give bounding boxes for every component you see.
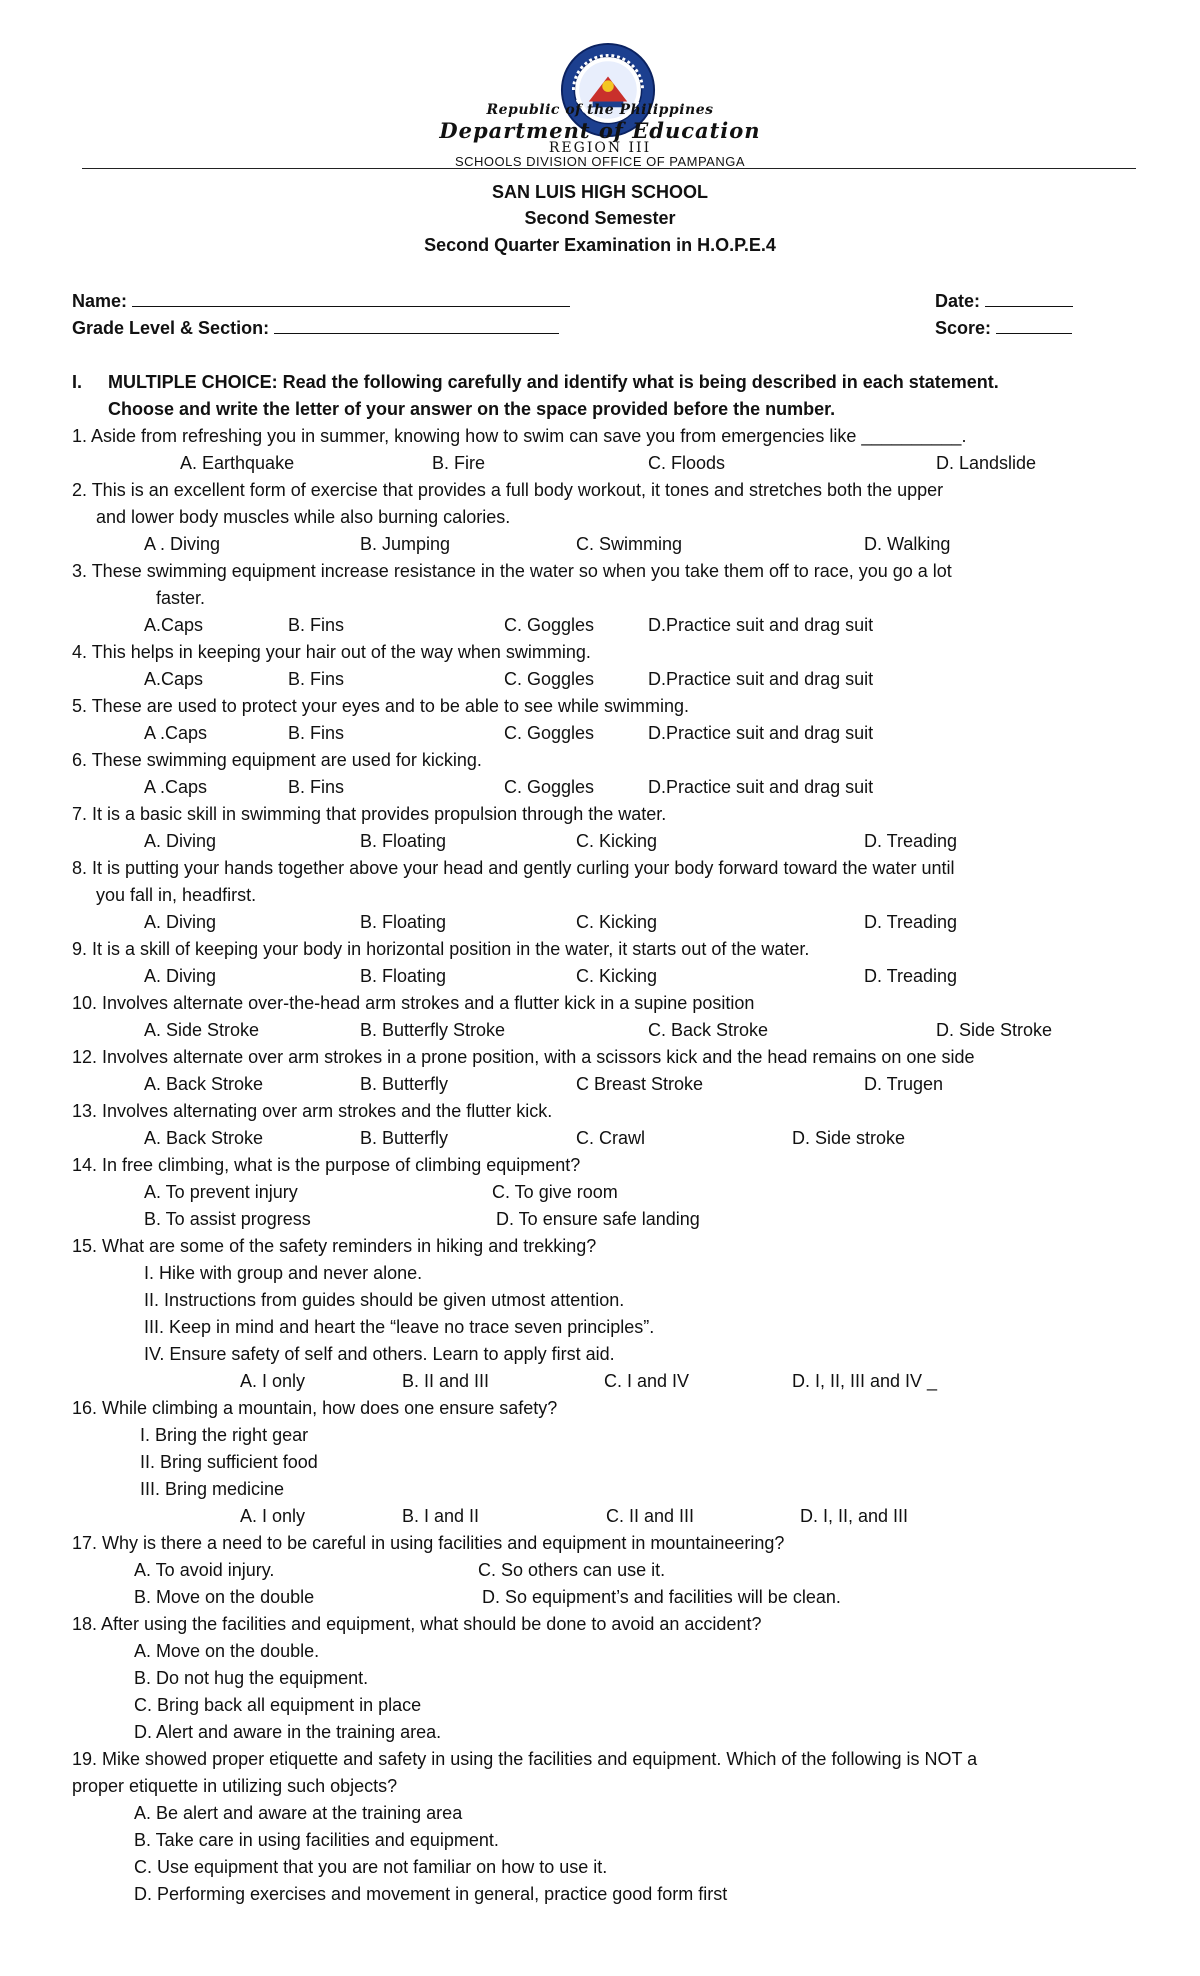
question-19: 19. Mike showed proper etiquette and safety in using the facilities and equipment. Which of the following is NOT a	[72, 1749, 978, 1769]
grade-section-field[interactable]	[72, 317, 559, 339]
q8-option-b: B. Floating	[360, 912, 447, 932]
question-4: 4. This helps in keeping your hair out of the way when swimming.	[72, 642, 591, 662]
q7-option-c: C. Kicking	[576, 831, 658, 851]
school-name: SAN LUIS HIGH SCHOOL	[491, 182, 708, 202]
q2-option-b: B. Jumping	[360, 534, 451, 554]
section-instructions-cont: Choose and write the letter of your answer on the space provided before the number.	[108, 399, 836, 419]
q15-option-b: B. II and III	[402, 1371, 490, 1391]
letterhead-divider	[82, 168, 1136, 169]
question-13: 13. Involves alternating over arm strokes and the flutter kick.	[72, 1101, 553, 1121]
name-field[interactable]	[72, 290, 570, 312]
q1-option-c: C. Floods	[648, 453, 726, 473]
question-8-cont: you fall in, headfirst.	[96, 885, 257, 905]
q2-option-c: C. Swimming	[576, 534, 683, 554]
letterhead-region: REGION III	[548, 140, 652, 156]
question-1: 1. Aside from refreshing you in summer, knowing how to swim can save you from emergencies like __________.	[72, 426, 967, 446]
q7-option-b: B. Floating	[360, 831, 447, 851]
q6-option-b: B. Fins	[288, 777, 345, 797]
q19-option-d: D. Performing exercises and movement in general, practice good form first	[134, 1884, 728, 1904]
score-label: Score:	[935, 318, 992, 338]
question-17: 17. Why is there a need to be careful in using facilities and equipment in mountaineering?	[72, 1533, 785, 1553]
q9-option-c: C. Kicking	[576, 966, 658, 986]
section-instructions: MULTIPLE CHOICE: Read the following carefully and identify what is being described in each statement.	[108, 372, 999, 392]
q5-option-d: D.Practice suit and drag suit	[648, 723, 874, 743]
q19-option-c: C. Use equipment that you are not familiar on how to use it.	[134, 1857, 608, 1877]
name-blank[interactable]	[132, 290, 570, 307]
question-2: 2. This is an excellent form of exercise that provides a full body workout, it tones and stretches both the upper	[72, 480, 944, 500]
q3-option-d: D.Practice suit and drag suit	[648, 615, 874, 635]
question-3-cont: faster.	[156, 588, 206, 608]
q6-option-c: C. Goggles	[504, 777, 595, 797]
q18-option-a: A. Move on the double.	[134, 1641, 320, 1661]
q18-option-b: B. Do not hug the equipment.	[134, 1668, 369, 1688]
q3-option-c: C. Goggles	[504, 615, 595, 635]
q13-option-b: B. Butterfly	[360, 1128, 449, 1148]
date-label: Date:	[935, 291, 981, 311]
question-7: 7. It is a basic skill in swimming that provides propulsion through the water.	[72, 804, 667, 824]
q1-option-a: A. Earthquake	[180, 453, 295, 473]
q3-option-a: A.Caps	[144, 615, 204, 635]
q8-option-d: D. Treading	[864, 912, 958, 932]
q12-option-a: A. Back Stroke	[144, 1074, 264, 1094]
grade-section-label: Grade Level & Section:	[72, 318, 270, 338]
q7-option-d: D. Treading	[864, 831, 958, 851]
q6-option-a: A .Caps	[144, 777, 208, 797]
q8-option-a: A. Diving	[144, 912, 217, 932]
q2-option-a: A . Diving	[144, 534, 221, 554]
q13-option-a: A. Back Stroke	[144, 1128, 264, 1148]
q5-option-b: B. Fins	[288, 723, 345, 743]
q13-option-c: C. Crawl	[576, 1128, 646, 1148]
q16-item-2: II. Bring sufficient food	[140, 1452, 318, 1472]
q17-option-d: D. So equipment’s and facilities will be clean.	[482, 1587, 841, 1607]
semester: Second Semester	[524, 208, 676, 228]
q16-item-3: III. Bring medicine	[140, 1479, 285, 1499]
q9-option-a: A. Diving	[144, 966, 217, 986]
q12-option-b: B. Butterfly	[360, 1074, 449, 1094]
q15-item-4: IV. Ensure safety of self and others. Learn to apply first aid.	[144, 1344, 615, 1364]
q19-option-a: A. Be alert and aware at the training area	[134, 1803, 463, 1823]
q5-option-a: A .Caps	[144, 723, 208, 743]
question-2-cont: and lower body muscles while also burning calories.	[96, 507, 511, 527]
q3-option-b: B. Fins	[288, 615, 345, 635]
q12-option-d: D. Trugen	[864, 1074, 944, 1094]
score-blank[interactable]	[996, 317, 1072, 334]
q1-option-d: D. Landslide	[936, 453, 1037, 473]
q9-option-b: B. Floating	[360, 966, 447, 986]
q1-option-b: B. Fire	[432, 453, 486, 473]
q7-option-a: A. Diving	[144, 831, 217, 851]
q9-option-d: D. Treading	[864, 966, 958, 986]
q10-option-d: D. Side Stroke	[936, 1020, 1053, 1040]
date-field[interactable]	[935, 290, 1073, 312]
q10-option-c: C. Back Stroke	[648, 1020, 769, 1040]
q10-option-b: B. Butterfly Stroke	[360, 1020, 506, 1040]
q6-option-d: D.Practice suit and drag suit	[648, 777, 874, 797]
question-10: 10. Involves alternate over-the-head arm strokes and a flutter kick in a supine position	[72, 993, 755, 1013]
question-5: 5. These are used to protect your eyes and to be able to see while swimming.	[72, 696, 690, 716]
q10-option-a: A. Side Stroke	[144, 1020, 260, 1040]
q2-option-d: D. Walking	[864, 534, 951, 554]
q14-option-b: B. To assist progress	[144, 1209, 311, 1229]
q16-option-c: C. II and III	[606, 1506, 695, 1526]
q4-option-a: A.Caps	[144, 669, 204, 689]
q16-item-1: I. Bring the right gear	[140, 1425, 309, 1445]
question-16: 16. While climbing a mountain, how does one ensure safety?	[72, 1398, 558, 1418]
question-12: 12. Involves alternate over arm strokes in a prone position, with a scissors kick and the head remains on one side	[72, 1047, 975, 1067]
question-15: 15. What are some of the safety reminders in hiking and trekking?	[72, 1236, 597, 1256]
question-8: 8. It is putting your hands together above your head and gently curling your body forward toward the water until	[72, 858, 955, 878]
question-9: 9. It is a skill of keeping your body in horizontal position in the water, it starts out of the water.	[72, 939, 810, 959]
q17-option-a: A. To avoid injury.	[134, 1560, 275, 1580]
question-19-cont: proper etiquette in utilizing such objects?	[72, 1776, 398, 1796]
q16-option-a: A. I only	[240, 1506, 306, 1526]
q15-option-c: C. I and IV	[604, 1371, 690, 1391]
q13-option-d: D. Side stroke	[792, 1128, 906, 1148]
q17-option-c: C. So others can use it.	[478, 1560, 666, 1580]
exam-title: Second Quarter Examination in H.O.P.E.4	[424, 235, 776, 255]
q16-option-d: D. I, II, and III	[800, 1506, 909, 1526]
q14-option-a: A. To prevent injury	[144, 1182, 298, 1202]
q8-option-c: C. Kicking	[576, 912, 658, 932]
q5-option-c: C. Goggles	[504, 723, 595, 743]
score-field[interactable]	[935, 317, 1072, 339]
question-18: 18. After using the facilities and equipment, what should be done to avoid an accident?	[72, 1614, 762, 1634]
q15-option-a: A. I only	[240, 1371, 306, 1391]
q12-option-c: C Breast Stroke	[576, 1074, 704, 1094]
question-3: 3. These swimming equipment increase resistance in the water so when you take them off to race, you go a lot	[72, 561, 952, 581]
q18-option-d: D. Alert and aware in the training area.	[134, 1722, 442, 1742]
q17-option-b: B. Move on the double	[134, 1587, 315, 1607]
name-label: Name:	[72, 291, 128, 311]
q15-option-d: D. I, II, III and IV _	[792, 1371, 938, 1391]
q19-option-b: B. Take care in using facilities and equipment.	[134, 1830, 499, 1850]
q4-option-c: C. Goggles	[504, 669, 595, 689]
q15-item-3: III. Keep in mind and heart the “leave no trace seven principles”.	[144, 1317, 655, 1337]
letterhead-office: SCHOOLS DIVISION OFFICE OF PAMPANGA	[454, 154, 746, 169]
date-blank[interactable]	[985, 290, 1073, 307]
q16-option-b: B. I and II	[402, 1506, 480, 1526]
q15-item-2: II. Instructions from guides should be given utmost attention.	[144, 1290, 625, 1310]
q14-option-c: C. To give room	[492, 1182, 618, 1202]
q4-option-b: B. Fins	[288, 669, 345, 689]
letterhead-republic: Republic of the Philippines	[486, 102, 714, 118]
section-number: I.	[72, 372, 83, 392]
q15-item-1: I. Hike with group and never alone.	[144, 1263, 423, 1283]
grade-section-blank[interactable]	[274, 317, 559, 334]
question-14: 14. In free climbing, what is the purpose of climbing equipment?	[72, 1155, 581, 1175]
question-6: 6. These swimming equipment are used for kicking.	[72, 750, 482, 770]
q14-option-d: D. To ensure safe landing	[496, 1209, 700, 1229]
q4-option-d: D.Practice suit and drag suit	[648, 669, 874, 689]
q18-option-c: C. Bring back all equipment in place	[134, 1695, 422, 1715]
letterhead-department: Department of Education	[439, 118, 761, 143]
